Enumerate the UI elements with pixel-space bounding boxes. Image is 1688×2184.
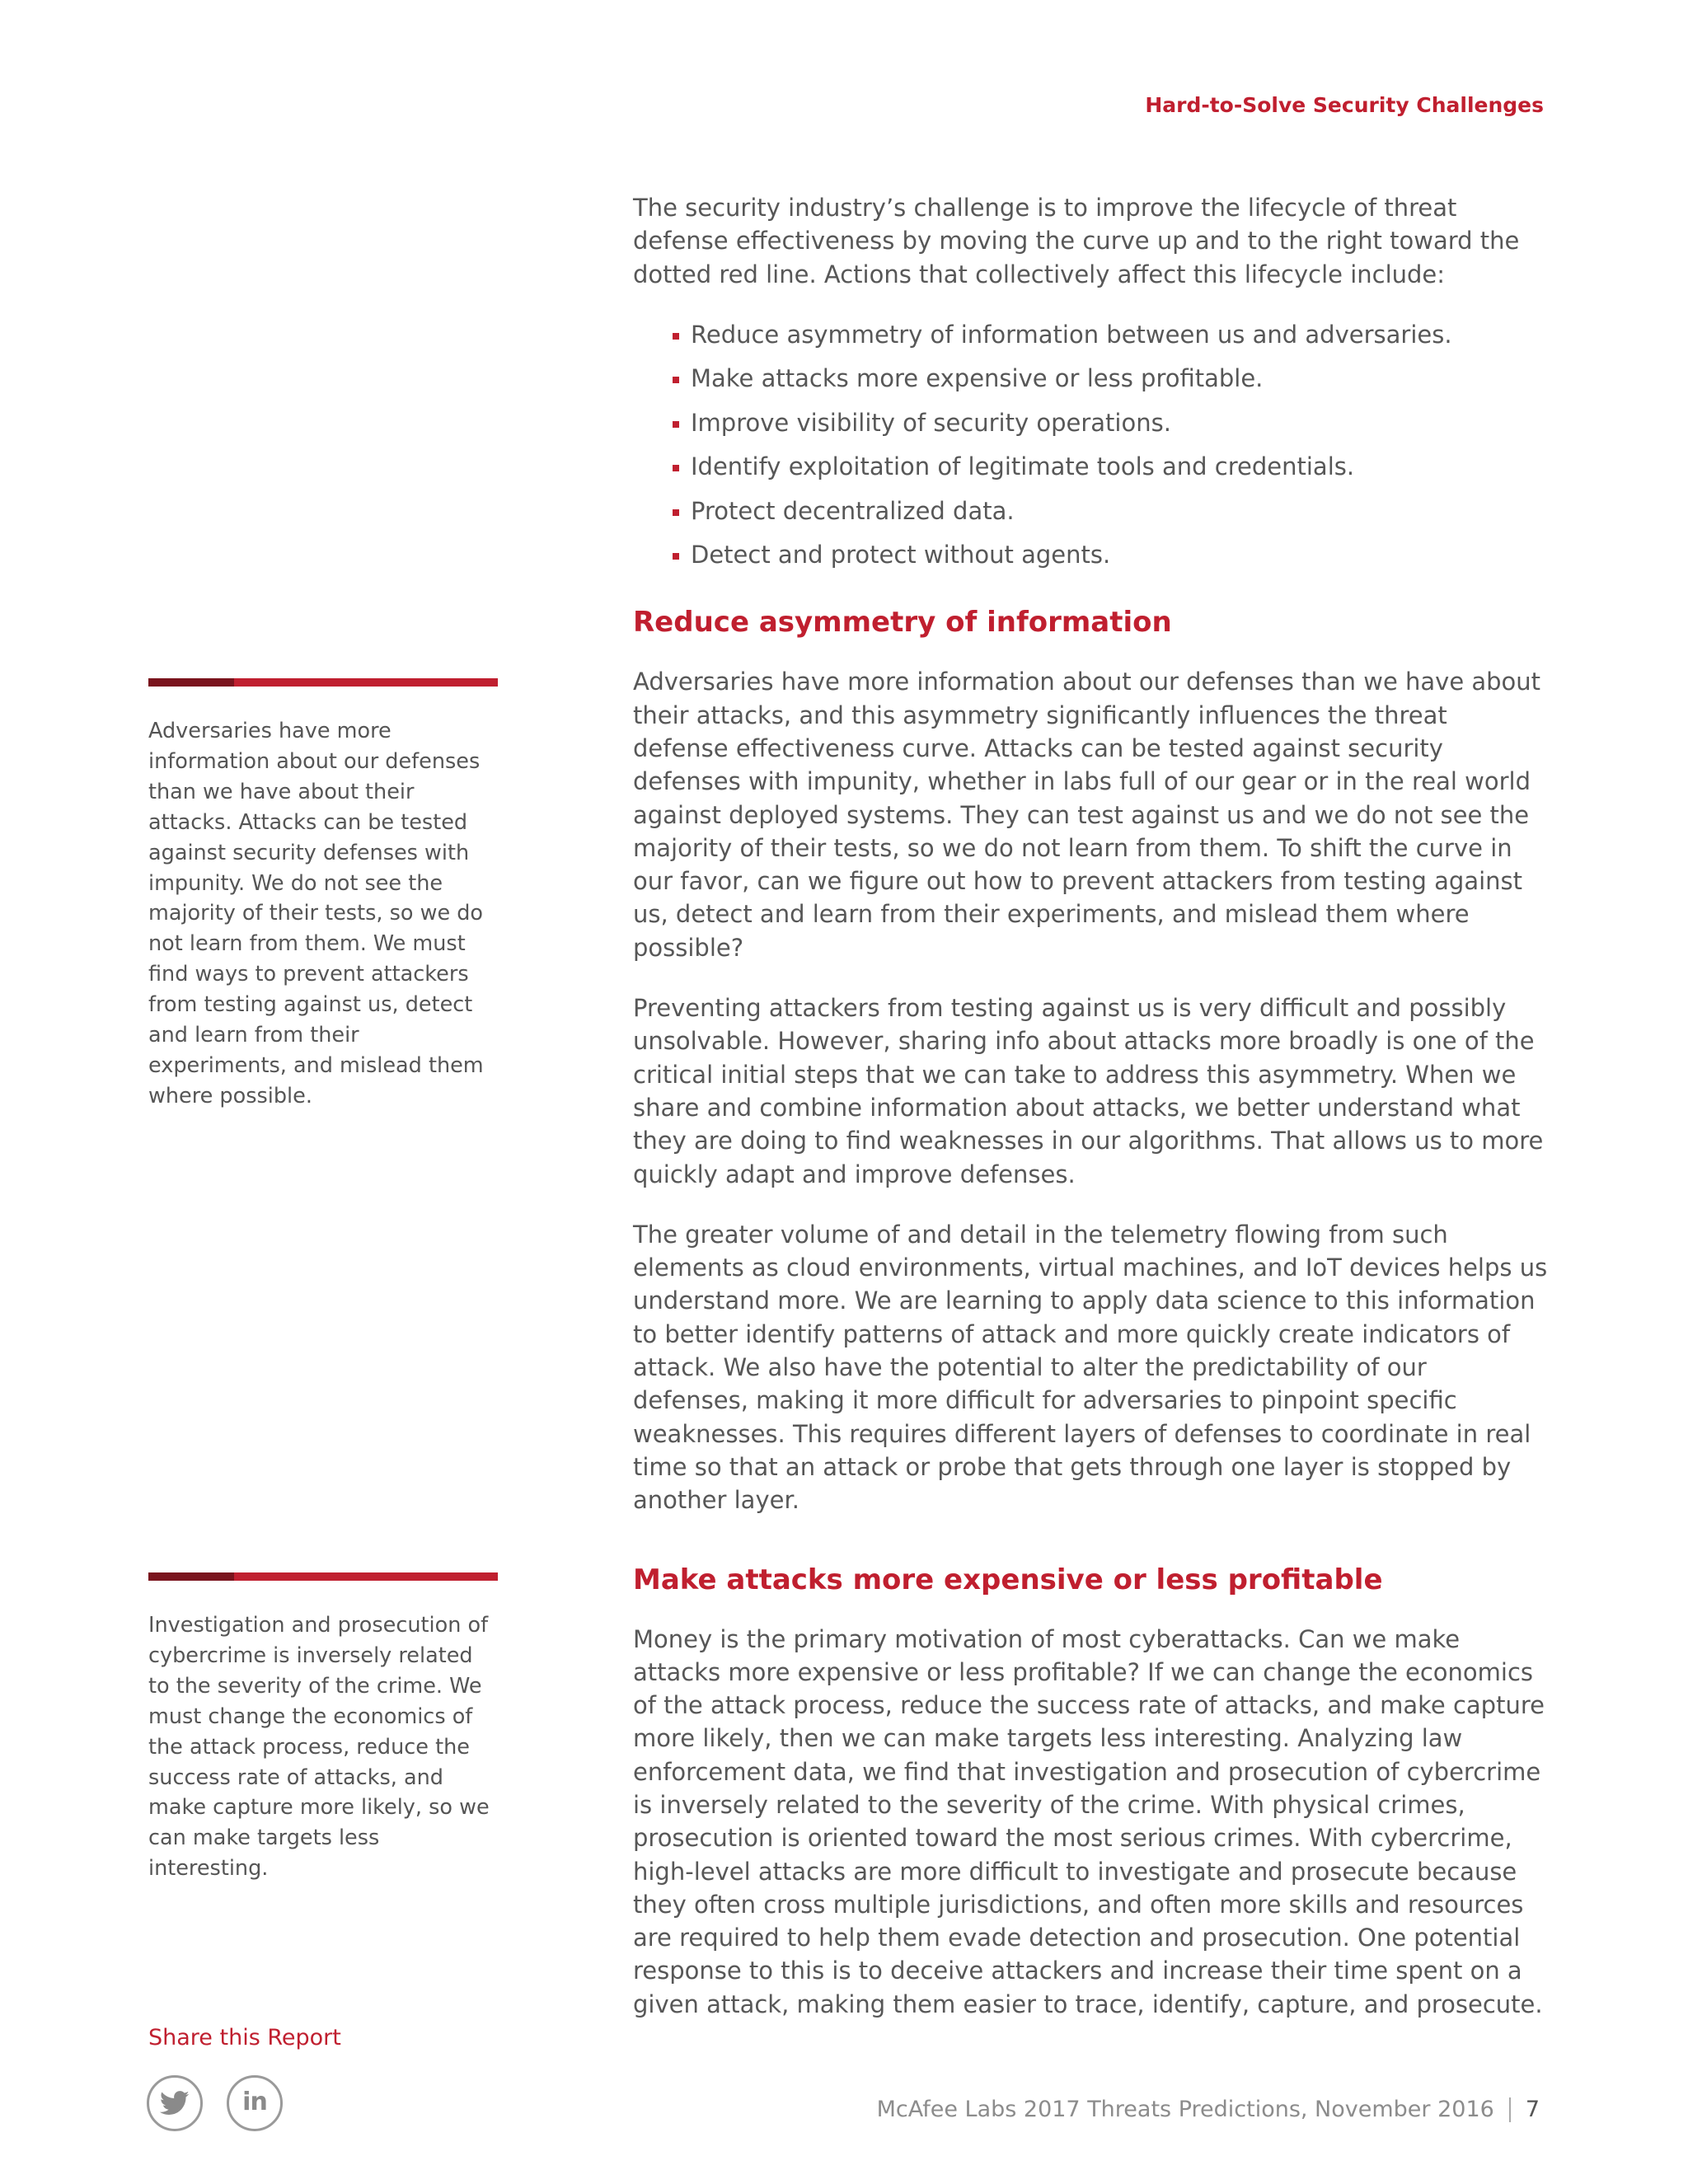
list-item-text: Improve visibility of security operations. [691, 408, 1171, 437]
page-footer [877, 2097, 1540, 2122]
list-item-text: Make attacks more expensive or less profitable. [691, 364, 1264, 393]
callout-text: Investigation and prosecution of cybercrime is inversely related to the severity of the crime. We must change the economics of the attack process, reduce the success rate of attacks, and make capture more likely, so we can make targets less interesting. [148, 1613, 490, 1882]
twitter-icon [160, 2091, 190, 2116]
list-item [633, 538, 1548, 571]
section-header-title: Hard-to-Solve Security Challenges [1145, 93, 1544, 117]
twitter-share-button[interactable] [147, 2075, 203, 2131]
bullet-icon [673, 377, 679, 383]
callout-text: Adversaries have more information about our defenses than we have about their attacks. Attacks can be tested against security defenses with impunity. We do not see the majority of their tests, so we do not learn from them. We must find ways to prevent attackers from testing against us, detect and learn from their experiments, and mislead them where possible. [148, 719, 484, 1108]
list-item-text: Reduce asymmetry of information between us and adversaries. [691, 320, 1452, 349]
list-item-text: Detect and protect without agents. [691, 541, 1111, 569]
intro-paragraph: The security industry’s challenge is to improve the lifecycle of threat defense effectiveness by moving the curve up and to the right toward the dotted red line. Actions that collectively affect this lifecycle include: [633, 194, 1520, 288]
list-item-text: Identify exploitation of legitimate tools and credentials. [691, 452, 1355, 481]
callout-rule [148, 678, 498, 687]
bullet-icon [673, 421, 679, 428]
action-list [633, 318, 1548, 572]
section-heading-expensive-attacks: Make attacks more expensive or less profitable [633, 1563, 1383, 1596]
list-item-text: Protect decentralized data. [691, 496, 1015, 525]
main-content [633, 191, 1548, 2048]
bullet-icon [673, 333, 679, 340]
footer-divider [1509, 2097, 1511, 2122]
list-item [633, 450, 1548, 483]
report-name: McAfee Labs 2017 Threats Predictions, November 2016 [876, 2097, 1494, 2122]
linkedin-icon: in [242, 2087, 267, 2116]
list-item [633, 318, 1548, 351]
linkedin-share-button[interactable] [227, 2075, 283, 2131]
body-paragraph: Money is the primary motivation of most cyberattacks. Can we make attacks more expensive or less profitable? If we can change the economics of the attack process, reduce the success rate of attacks, and make capture more likely, then we can make targets less interesting. Analyzing law enforcement data, we find that investigation and prosecution of cybercrime is inversely related to the severity of the crime. With physical crimes, prosecution is oriented toward the most serious crimes. With cybercrime, high-level attacks are more difficult to investigate and prosecute because they often cross multiple jurisdictions, and often more skills and resources are required to help them evade detection and prosecution. One potential response to this is to deceive attackers and increase their time spent on a given attack, making them easier to trace, identify, capture, and prosecute. [633, 1624, 1545, 2018]
body-paragraph: The greater volume of and detail in the telemetry flowing from such elements as cloud environments, virtual machines, and IoT devices helps us understand more. We are learning to apply data science to this information to better identify patterns of attack and more quickly create indicators of attack. We also have the potential to alter the predictability of our defenses, making it more difficult for adversaries to pinpoint specific weaknesses. This requires different layers of defenses to coordinate in real time so that an attack or probe that gets through one layer is stopped by another layer. [633, 1220, 1548, 1515]
share-report-label: Share this Report [148, 2025, 341, 2050]
body-paragraph: Preventing attackers from testing against us is very difficult and possibly unsolvable. However, sharing info about attacks more broadly is one of the critical initial steps that we can take to address this asymmetry. When we share and combine information about attacks, we better understand what they are doing to find weaknesses in our algorithms. That allows us to more quickly adapt and improve defenses. [633, 994, 1544, 1188]
bullet-icon [673, 553, 679, 560]
sidebar-callout [148, 678, 498, 1112]
bullet-icon [673, 465, 679, 471]
page-number: 7 [1525, 2097, 1540, 2122]
body-paragraph: Adversaries have more information about our defenses than we have about their attacks, and this asymmetry significantly influences the threat defense effectiveness curve. Attacks can be tested against security defenses with impunity, whether in labs full of our gear or in the real world against deployed systems. They can test against us and we do not see the majority of their tests, so we do not learn from them. To shift the curve in our favor, can we figure out how to prevent attackers from testing against us, detect and learn from their experiments, and mislead them where possible? [633, 668, 1541, 962]
list-item [633, 494, 1548, 527]
sidebar-callout [148, 1572, 498, 1884]
list-item [633, 362, 1548, 395]
section-heading-asymmetry: Reduce asymmetry of information [633, 606, 1172, 640]
callout-rule [148, 1572, 498, 1581]
list-item [633, 406, 1548, 439]
bullet-icon [673, 509, 679, 516]
